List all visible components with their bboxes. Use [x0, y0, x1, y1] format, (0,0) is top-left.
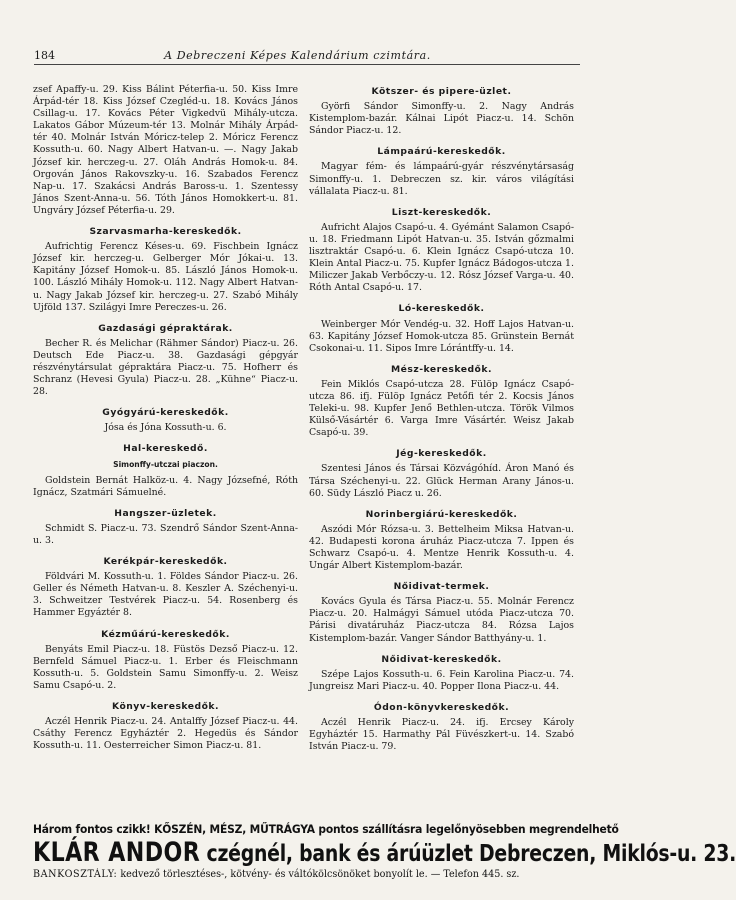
section-text: Aufrichtig Ferencz Késes-u. 69. Fischbein Ignácz József kir. herczeg-u. Gelberger Mór Jókai-u. 13. Kapitány József Homok-u. 85. László János Homok-u. 100. László Mihály Homok-u. 112. Nagy Albert Hatvan-u. Nagy Jakab József kir. herczeg-u. 27. Szabó Mihály Ujföld 137. Szilágyi Imre Pereczes-u. 26. — [33, 241, 298, 313]
advert-bank-text: kedvező törlesztéses-, kötvény- és váltókölcsönöket bonyolít le. — Telefon 445. sz. — [120, 869, 520, 880]
section-cattle-dealers — [33, 226, 298, 314]
section-ladies-fashion-salons — [309, 581, 574, 644]
section-text: Aufricht Alajos Csapó-u. 4. Gyémánt Salamon Csapó-u. 18. Friedmann Lipót Hatvan-u. 35. István gőzmalmi lisztraktár Csapó-u. 6. Klein Ignácz Csapó-utcza 10. Klein Antal Piacz-u. 75. Kupfer Ignácz Bádogos-utcza 1. Miliczer Jakab Verbőczy-u. 12. Rósz József Varga-u. 40. Róth Antal Csapó-u. 17. — [309, 221, 574, 294]
section-subtitle: Simonffy-utczai piaczon. — [113, 459, 218, 469]
section-title: Gyógyárú-kereskedők. — [102, 407, 229, 419]
section-title: Hal-kereskedő. — [123, 443, 208, 455]
advert-bank-label: BANKOSZTÁLY: — [33, 869, 118, 880]
section-bandage-shop — [309, 86, 574, 137]
section-drug-dealers — [33, 407, 298, 434]
section-ladies-fashion-dealers — [309, 654, 574, 693]
section-ice-dealers — [309, 448, 574, 499]
section-text: Benyáts Emil Piacz-u. 18. Füstös Dezső Piacz-u. 12. Bernfeld Sámuel Piacz-u. 1. Erber és Fleischmann Kossuth-u. 5. Goldstein Samu Simonffy-u. 2. Weisz Samu Csapó-u. 2. — [33, 643, 298, 691]
section-text: Magyar fém- és lámpaárú-gyár részvénytársaság Simonffy-u. 1. Debreczen sz. kir. város világítási vállalata Piacz-u. 81. — [309, 161, 574, 197]
section-horse-dealers — [309, 303, 574, 354]
section-machine-depots — [33, 323, 298, 399]
section-text: Weinberger Mór Vendég-u. 32. Hoff Lajos Hatvan-u. 63. Kapitány József Homok-utcza 85. Grünstein Bernát Csokonai-u. 11. Sipos Imre Lórántffy-u. 14. — [309, 318, 574, 354]
section-music-shops — [33, 508, 298, 547]
section-title: Ódon-könyvkereskedők. — [373, 701, 510, 713]
section-text: Kovács Gyula és Társa Piacz-u. 55. Molnár Ferencz Piacz-u. 20. Halmágyi Sámuel utóda Piacz-utcza 70. Párisi divatáruház Piacz-utcza 84. Rózsa Lajos Kistemplom-bazár. Vanger Sándor Batthyány-u. 1. — [309, 596, 574, 644]
section-title: Lámpaárú-kereskedők. — [377, 146, 506, 158]
section-text: Aczél Henrik Piacz-u. 24. ifj. Ercsey Károly Egyháztér 15. Harmathy Pál Füvészkert-u. 14. Szabó István Piacz-u. 79. — [309, 717, 574, 753]
advert-headline: Három fontos czikk! KŐSZÉN, MÉSZ, MŰTRÁGYA pontos szállításra legelőnyösebben megrendelhető — [33, 822, 619, 836]
section-title: Nőidivat-kereskedők. — [381, 653, 502, 665]
advert-bank-line — [33, 869, 559, 880]
section-text: Fein Miklós Csapó-utcza 28. Fülöp Ignácz Csapó-utcza 86. ifj. Fülöp Ignácz Petőfi tér 2. Kocsis János Teleki-u. 98. Kupfer Jenő Bethlen-utcza. Török Vilmos Külső-Vásártér 6. Varga Imre Vásártér. Weisz Jakab Csapó-u. 39. — [309, 378, 574, 439]
section-antiquarian-booksellers — [309, 702, 574, 753]
section-title: Hangszer-üzletek. — [114, 507, 217, 519]
section-title: Könyv-kereskedők. — [111, 701, 219, 713]
section-title: Szarvasmarha-kereskedők. — [89, 226, 242, 238]
section-text: Aczél Henrik Piacz-u. 24. Antalffy József Piacz-u. 44. Csáthy Ferencz Egyháztér 2. Hegedüs és Sándor Kossuth-u. 11. Oesterreicher Simon Piacz-u. 81. — [33, 716, 298, 752]
running-title: A Debreczeni Képes Kalendárium czimtára. — [164, 49, 431, 62]
section-text: Szentesi János és Társai Közvágóhíd. Áron Manó és Társa Széchenyi-u. 22. Glück Herman Arany János-u. 60. Südy László Piacz u. 26. — [309, 463, 574, 499]
section-booksellers — [33, 701, 298, 752]
section-fish-dealer — [33, 443, 298, 498]
advert-company-rest: czégnél, bank és árúüzlet Debreczen, Miklós-u. 23. — [206, 841, 736, 867]
section-lamp-dealers — [309, 146, 574, 197]
section-title: Nőidivat-termek. — [393, 581, 490, 593]
page-header — [34, 49, 580, 65]
section-bicycle-dealers — [33, 556, 298, 619]
section-text: Schmidt S. Piacz-u. 73. Szendrő Sándor Szent-Anna-u. 3. — [33, 522, 298, 546]
continued-entries: zsef Apaffy-u. 29. Kiss Bálint Péterfia-u. 50. Kiss Imre Árpád-tér 18. Kiss József Czegléd-u. 18. Kovács János Csillag-u. 17. Kovács Péter Vigkedvü Mihály-utcza. Lakatos Gábor Múzeum-tér 13. Molnár Mihály Árpád-tér 40. Molnár István Móricz-telep 2. Móricz Ferencz Kossuth-u. 60. Nagy Albert Hatvan-u. —. Nagy Jakab József kir. herczeg-u. 27. Oláh András Homok-u. 84. Orgován János Rakovszky-u. 16. Szabados Ferencz Nap-u. 17. Szakácsi András Baross-u. 1. Szentessy János Szent-Anna-u. 56. Tóth János Homokkert-u. 81. Ungváry József Péterfia-u. 29. — [33, 84, 298, 216]
page-number: 184 — [34, 49, 55, 62]
section-title: Norinbergiárú-kereskedők. — [365, 508, 518, 520]
advert-company-name: KLÁR ANDOR — [33, 837, 201, 868]
section-text: Jósa és Jóna Kossuth-u. 6. — [104, 422, 227, 434]
advert-company-line — [33, 837, 736, 868]
section-text: Becher R. és Melichar (Rähmer Sándor) Piacz-u. 26. Deutsch Ede Piacz-u. 38. Gazdasági gépgyár részvénytársulat gépraktára Piacz-u. 75. Hofherr és Schranz (Hevesi Gyula) Piacz-u. 28. „Kühne“ Piacz-u. 28. — [33, 337, 298, 398]
section-text: Aszódi Mór Rózsa-u. 3. Bettelheim Miksa Hatvan-u. 42. Budapesti korona áruház Piacz-utcza 7. Ippen és Schwarz Csapó-u. 4. Mentze Henrik Kossuth-u. 4. Ungár Albert Kistemplom-bazár. — [309, 523, 574, 572]
section-title: Kerékpár-kereskedők. — [103, 556, 228, 568]
section-title: Liszt-kereskedők. — [391, 206, 492, 218]
advertisement — [33, 822, 736, 880]
section-title: Ló-kereskedők. — [398, 303, 485, 315]
section-title: Kötszer- és pipere-üzlet. — [371, 86, 512, 97]
section-handicraft-dealers — [33, 629, 298, 692]
left-column — [33, 84, 298, 754]
section-text: Györfi Sándor Simonffy-u. 2. Nagy András Kistemplom-bazár. Kálnai Lipót Piacz-u. 14. Schön Sándor Piacz-u. 12. — [309, 101, 574, 137]
section-text: Goldstein Bernát Halköz-u. 4. Nagy Józsefné, Róth Ignácz, Szatmári Sámuelné. — [33, 474, 298, 498]
section-title: Mész-kereskedők. — [391, 363, 492, 375]
section-text: Földvári M. Kossuth-u. 1. Földes Sándor Piacz-u. 26. Geller és Németh Hatvan-u. 8. Keszler A. Széchenyi-u. 3. Schweitzer Testvérek Piacz-u. 54. Rosenberg és Hammer Egyáztér 8. — [33, 571, 298, 619]
section-title: Jég-kereskedők. — [396, 448, 487, 460]
section-nuremberg-goods — [309, 509, 574, 572]
right-column — [309, 86, 574, 755]
section-title: Gazdasági gépraktárak. — [98, 322, 233, 334]
section-lime-dealers — [309, 364, 574, 440]
section-title: Kézműárú-kereskedők. — [101, 628, 230, 640]
section-flour-dealers — [309, 207, 574, 295]
section-text: Szépe Lajos Kossuth-u. 6. Fein Karolina Piacz-u. 74. Jungreisz Mari Piacz-u. 40. Popper Ilona Piacz-u. 44. — [309, 668, 574, 692]
